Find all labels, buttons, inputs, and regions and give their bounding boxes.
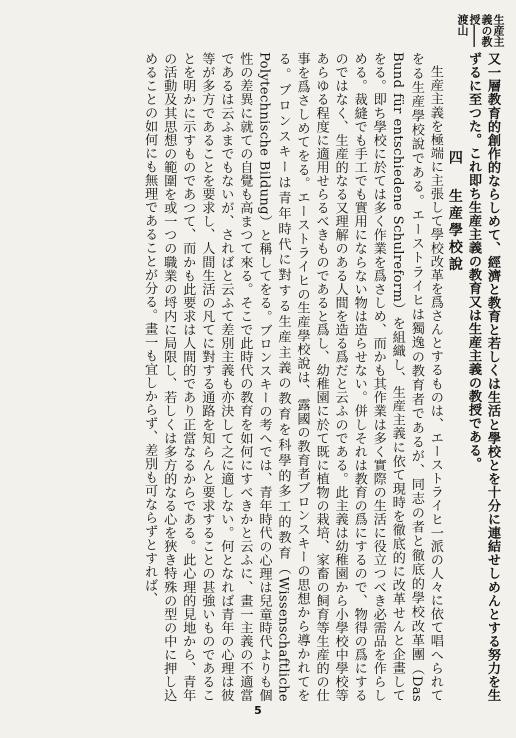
page-number: 5 bbox=[254, 704, 262, 717]
running-head bbox=[12, 14, 504, 54]
section-heading bbox=[445, 52, 464, 702]
running-head-text: 生産主義の教授――渡山 bbox=[456, 14, 505, 47]
section-number: 四 bbox=[446, 150, 463, 167]
paragraph-intro: 又一層教育的創作的ならしめて、經濟と教育と若しくは生活と學校とを十分に連結せしめんとする努力を生ずるに至つた。これ即ち生産主義の教育又は生産主義の教授である。 bbox=[465, 52, 500, 702]
section-title: 生産學校說 bbox=[446, 188, 463, 274]
paragraph-main: 生産主義を極端に主張して學校改革を爲さんとするものは、エーストライヒ一派の人々に依て唱へられてをる生産學校說である。エーストライヒは獨逸の教育者であるが、同志の者と徹底的學校改革團（Das Bund für entschiedene Schulreform）を組織し、生産主義に依て現時を徹底的に改革せんと企畫してをる。即ち學校に於ては多く作業を爲さしめ、而かも其作業は多く實際の生活に役立つべき必需品を作らしめる。裁縫でも手工でも實用にならない物は造らせない。併しそれは教育の爲にするので、物得の爲にするのではなく、生産的なる又理解のある人間を造る爲だと云ふのである。此主義は幼稚園から小學校中學校等あらゆる程度に適用せらるべきものであると爲し、幼稚園に於て既に植物の栽培、家畜の飼育等生産的の仕事を爲さしめてをる。エーストライヒの生産學校說は、露國の教育者ブロンスキーの思想から導かれてをる。ブロンスキーは青年時代に對する生産主義の教育を科學的多工的教育（Wissenschaftliche Polytechnische Bildung）と稱してをる。ブロンスキーの考へでは、青年時代の心理は兒童時代よりも個性の差異に就ての自覺も高まつて來る。そこで此時代の教育を如何にすべきかと云ふに、畫一主義の不適當であるは云ふまでもないが、さればと云ふて差別主義も亦決して之に適しない。何となれば青年の心理は彼等が多方であることを要求し、人間生活の凡てに對する通路を知らんと要求することの甚強いものであることを明かに示すものであつて、而かも此要求は人間的であり正當なるからである。此心理的見地から、青年の活動及其思想の範圍を或一つの職業の埒内に局限し、若しくは多方的なる心を狹き特殊の型の中に押し込めることの如何にも無理であることが分る。畫一も宜しからず、差別も可ならずとすれば、 bbox=[142, 52, 443, 702]
body-text bbox=[14, 52, 502, 702]
